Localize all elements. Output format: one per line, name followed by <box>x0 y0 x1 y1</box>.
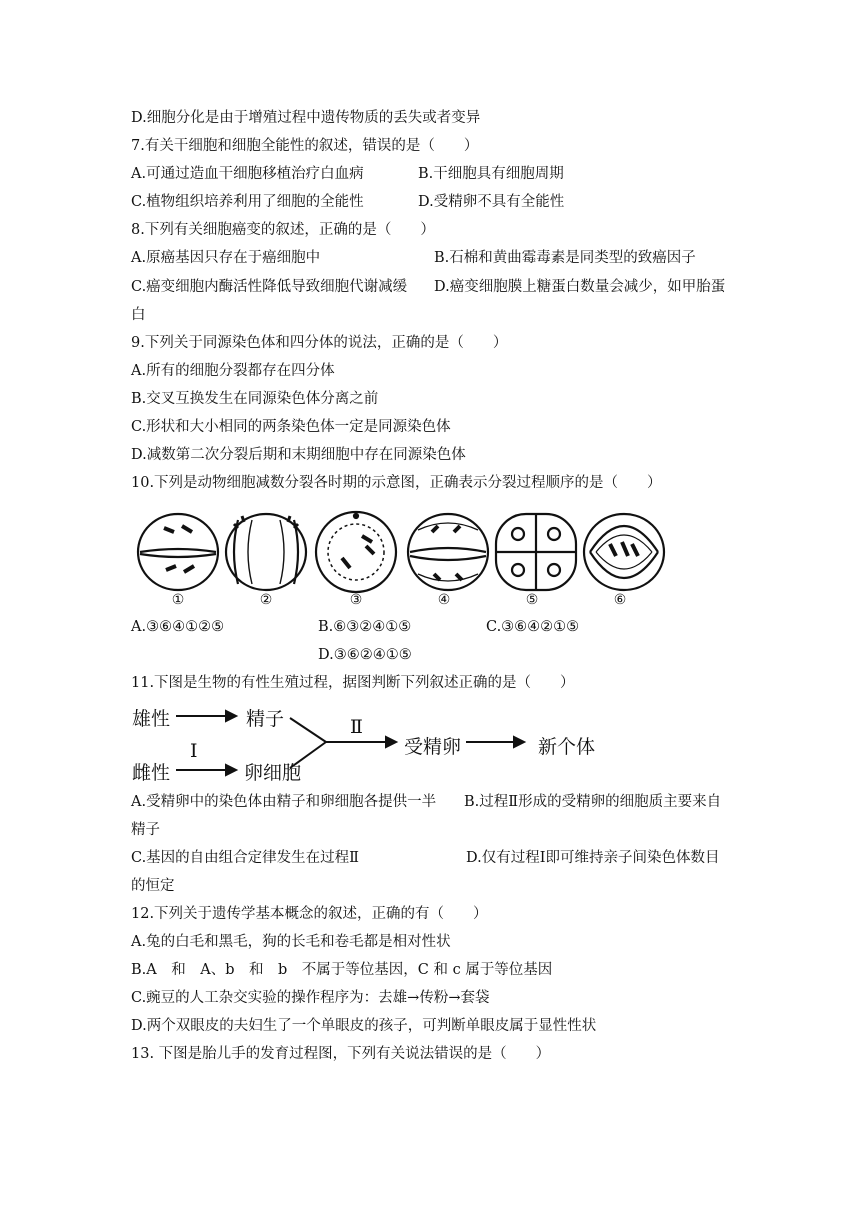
q10-stem: 10.下列是动物细胞减数分裂各时期的示意图，正确表示分裂过程顺序的是（ ） <box>131 475 662 491</box>
cell-label-6: ⑥ <box>613 592 627 608</box>
cell-4-diagram <box>408 514 488 590</box>
q12-option-c: C.豌豆的人工杂交实验的操作程序为：去雄→传粉→套袋 <box>131 990 490 1006</box>
flow-process-1: Ⅰ <box>190 740 198 762</box>
cell-label-4: ④ <box>437 592 451 608</box>
q12-stem: 12.下列关于遗传学基本概念的叙述，正确的有（ ） <box>131 906 488 922</box>
q7-stem: 7.有关干细胞和细胞全能性的叙述，错误的是（ ） <box>131 138 479 154</box>
cell-label-3: ③ <box>349 592 363 608</box>
flow-egg: 卵细胞 <box>244 762 302 784</box>
q9-option-a: A.所有的细胞分裂都存在四分体 <box>131 363 335 379</box>
flow-sperm: 精子 <box>246 708 285 730</box>
q11-option-d-cont: 的恒定 <box>131 878 175 894</box>
meiosis-figure <box>134 510 674 596</box>
q7-option-b: B.干细胞具有细胞周期 <box>418 166 564 182</box>
q12-option-a: A.兔的白毛和黑毛，狗的长毛和卷毛都是相对性状 <box>131 934 451 950</box>
q11-option-d: D.仅有过程Ⅰ即可维持亲子间染色体数目 <box>466 850 720 866</box>
flow-male: 雄性 <box>132 708 171 730</box>
cell-label-2: ② <box>259 592 273 608</box>
cell-2-diagram <box>226 514 306 590</box>
q10-option-d: D.③⑥②④①⑤ <box>318 647 412 663</box>
q7-option-a: A.可通过造血干细胞移植治疗白血病 <box>131 166 364 182</box>
flow-zygote: 受精卵 <box>404 736 462 758</box>
q10-option-c: C.③⑥④②①⑤ <box>486 619 580 635</box>
q11-option-a: A.受精卵中的染色体由精子和卵细胞各提供一半 <box>131 794 437 810</box>
q9-option-d: D.减数第二次分裂后期和末期细胞中存在同源染色体 <box>131 447 466 463</box>
q9-option-c: C.形状和大小相同的两条染色体一定是同源染色体 <box>131 419 451 435</box>
flow-new-individual: 新个体 <box>538 736 596 758</box>
q8-option-d: D.癌变细胞膜上糖蛋白数量会减少，如甲胎蛋 <box>434 279 726 295</box>
flow-process-2: Ⅱ <box>350 716 363 738</box>
q12-option-d: D.两个双眼皮的夫妇生了一个单眼皮的孩子，可判断单眼皮属于显性性状 <box>131 1018 597 1034</box>
cell-1-diagram <box>138 514 218 590</box>
q11-stem: 11.下图是生物的有性生殖过程，据图判断下列叙述正确的是（ ） <box>131 675 575 691</box>
q8-stem: 8.下列有关细胞癌变的叙述，正确的是（ ） <box>131 222 435 238</box>
q11-option-b-cont: 精子 <box>131 822 160 838</box>
cell-5-diagram <box>496 514 576 590</box>
cell-label-5: ⑤ <box>525 592 539 608</box>
q7-option-d: D.受精卵不具有全能性 <box>418 194 565 210</box>
cell-6-diagram <box>584 514 664 590</box>
q8-option-a: A.原癌基因只存在于癌细胞中 <box>131 250 321 266</box>
q8-option-d-cont: 白 <box>131 307 146 323</box>
cell-3-diagram <box>316 512 396 592</box>
q8-option-c: C.癌变细胞内酶活性降低导致细胞代谢减缓 <box>131 279 408 295</box>
cell-label-1: ① <box>171 592 185 608</box>
q12-option-b: B.A 和 A、b 和 b 不属于等位基因，C 和 c 属于等位基因 <box>131 962 553 978</box>
flow-female: 雌性 <box>132 762 171 784</box>
q13-stem: 13. 下图是胎儿手的发育过程图，下列有关说法错误的是（ ） <box>131 1046 551 1062</box>
q7-option-c: C.植物组织培养利用了细胞的全能性 <box>131 194 364 210</box>
q11-option-c: C.基因的自由组合定律发生在过程Ⅱ <box>131 850 360 866</box>
q6-option-d: D.细胞分化是由于增殖过程中遗传物质的丢失或者变异 <box>131 110 481 126</box>
q10-option-a: A.③⑥④①②⑤ <box>131 619 225 635</box>
q10-option-b: B.⑥③②④①⑤ <box>318 619 412 635</box>
q8-option-b: B.石棉和黄曲霉毒素是同类型的致癌因子 <box>434 250 696 266</box>
q11-option-b: B.过程Ⅱ形成的受精卵的细胞质主要来自 <box>464 794 722 810</box>
q9-stem: 9.下列关于同源染色体和四分体的说法，正确的是（ ） <box>131 335 508 351</box>
q9-option-b: B.交叉互换发生在同源染色体分离之前 <box>131 391 379 407</box>
